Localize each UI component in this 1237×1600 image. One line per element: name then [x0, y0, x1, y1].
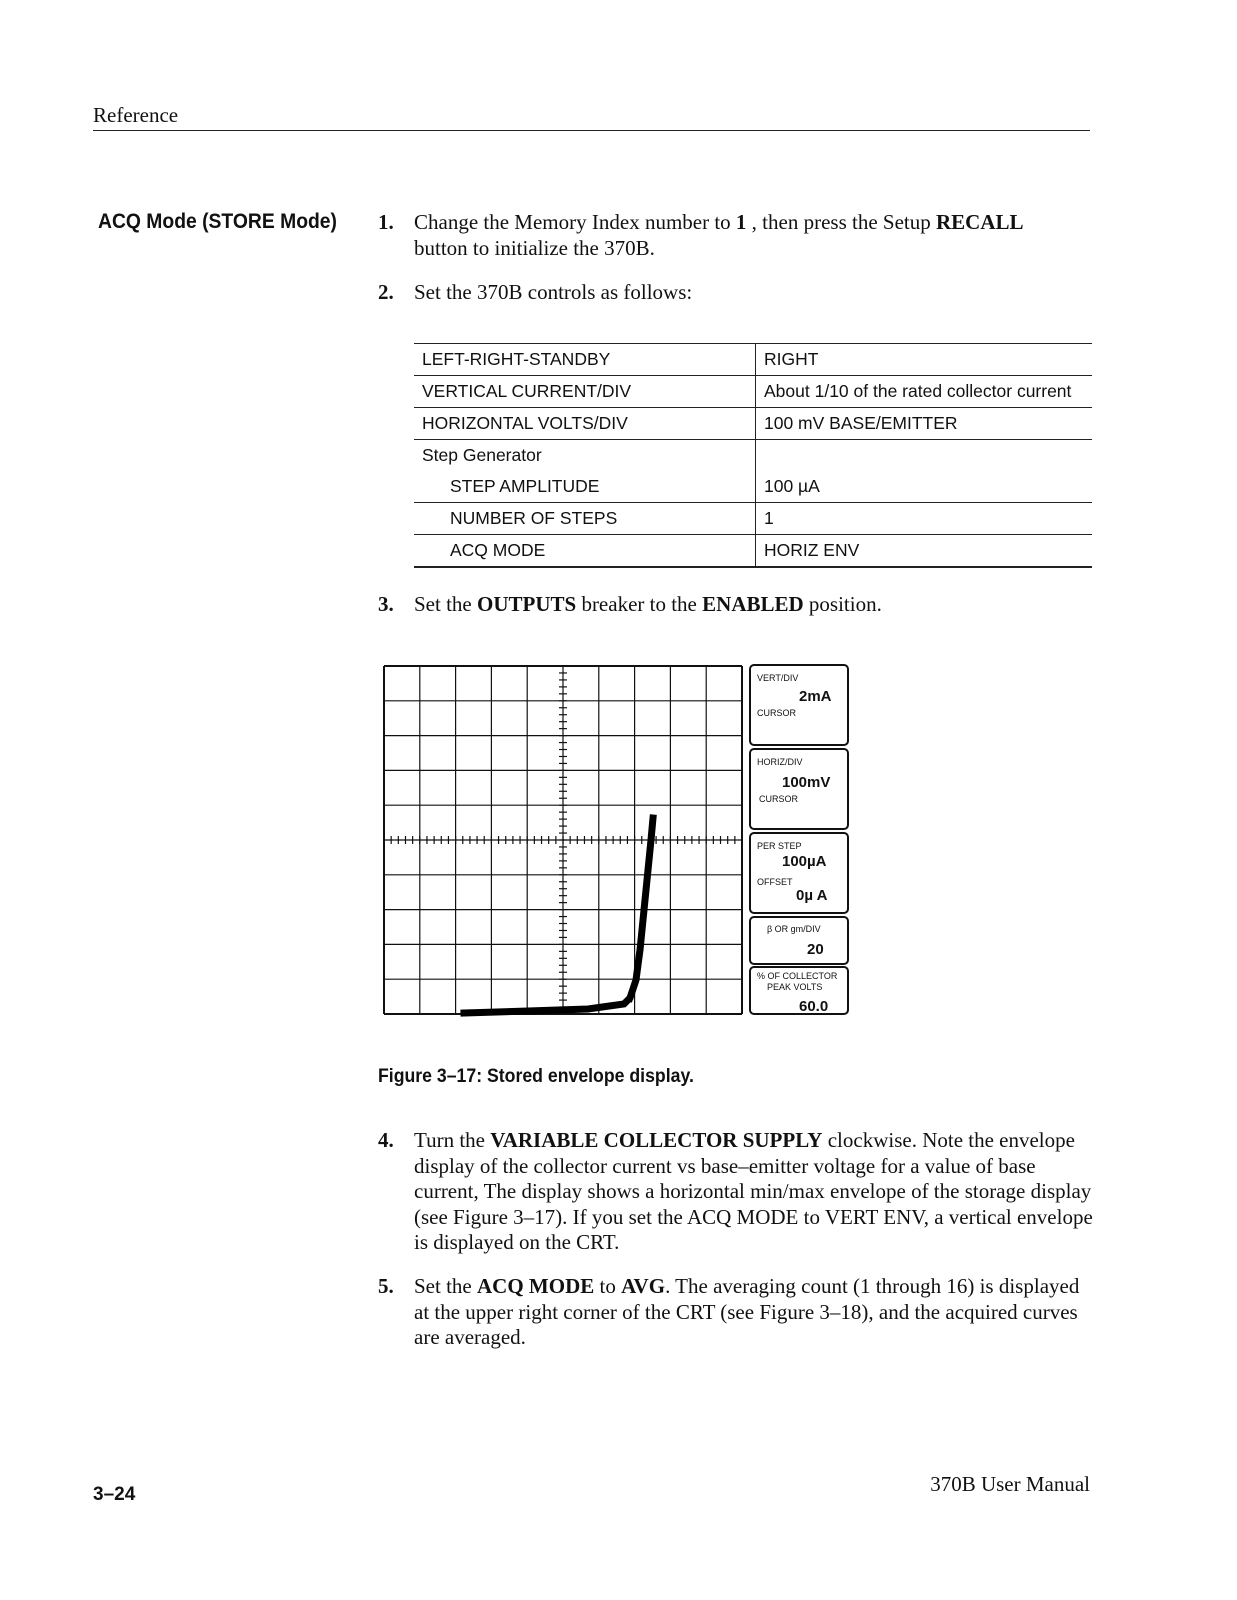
- control-cell: STEP AMPLITUDE: [414, 471, 756, 503]
- step-text: Change the Memory Index number to 1 , then press the Setup RECALL button to initialize the 370B.: [414, 210, 1024, 260]
- step-text: Turn the VARIABLE COLLECTOR SUPPLY clockwise. Note the envelope display of the collector current vs base–emitter voltage for a value of base current, The display shows a horizontal min/max envelope of the storage display (see Figure 3–17). If you set the ACQ MODE to VERT ENV, a vertical envelope is displayed on the CRT.: [414, 1128, 1093, 1255]
- figure-caption: Figure 3–17: Stored envelope display.: [378, 1066, 694, 1087]
- setting-cell: HORIZ ENV: [756, 535, 1093, 568]
- setting-cell: [756, 440, 1093, 472]
- setting-cell: 100 mV BASE/EMITTER: [756, 408, 1093, 440]
- vert-div-value: 2mA: [799, 688, 832, 705]
- horiz-div-value: 100mV: [782, 774, 831, 791]
- control-cell: Step Generator: [414, 440, 756, 472]
- setting-cell: 100 µA: [764, 476, 820, 496]
- step-3: [378, 592, 1093, 622]
- step-number: 4.: [378, 1128, 394, 1152]
- horiz-div-label: HORIZ/DIV: [757, 757, 803, 767]
- collector-label: % OF COLLECTOR: [757, 971, 838, 981]
- page-number: 3–24: [93, 1484, 136, 1505]
- step-number: 2.: [378, 280, 394, 304]
- running-header: Reference: [93, 103, 179, 127]
- setting-cell: 1: [756, 503, 1093, 535]
- control-cell: NUMBER OF STEPS: [414, 503, 756, 535]
- settings-table: [414, 343, 1092, 568]
- crt-figure: [378, 660, 854, 1022]
- step-text: Set the ACQ MODE to AVG. The averaging count (1 through 16) is displayed at the upper right corner of the CRT (see Figure 3–18), and the acquired curves are averaged.: [414, 1274, 1080, 1350]
- crt-graticule: [384, 666, 742, 1014]
- vert-div-label: VERT/DIV: [757, 673, 799, 683]
- step-5: [378, 1274, 1093, 1354]
- cursor-label: CURSOR: [759, 794, 799, 804]
- offset-value: 0µ A: [796, 887, 828, 904]
- step-number: 1.: [378, 210, 394, 234]
- setting-cell: About 1/10 of the rated collector current: [756, 376, 1093, 408]
- collector-label: PEAK VOLTS: [767, 982, 823, 992]
- readout-panel: [750, 665, 848, 1015]
- control-cell: HORIZONTAL VOLTS/DIV: [414, 408, 756, 440]
- step-number: 5.: [378, 1274, 394, 1298]
- cursor-label: CURSOR: [757, 708, 797, 718]
- manual-title: 370B User Manual: [930, 1472, 1090, 1496]
- step-number: 3.: [378, 592, 394, 616]
- step-text: Set the OUTPUTS breaker to the ENABLED position.: [414, 592, 882, 616]
- envelope-trace: [464, 818, 653, 1013]
- per-step-label: PER STEP: [757, 841, 802, 851]
- step-2: [378, 280, 1093, 310]
- step-1: [378, 210, 1093, 270]
- per-step-value: 100µA: [782, 853, 827, 870]
- control-cell: LEFT-RIGHT-STANDBY: [414, 344, 756, 376]
- offset-label: OFFSET: [757, 877, 793, 887]
- step-text: Set the 370B controls as follows:: [414, 280, 693, 304]
- beta-label: β OR gm/DIV: [767, 924, 821, 934]
- control-cell: ACQ MODE: [414, 535, 756, 568]
- collector-value: 60.0: [799, 998, 829, 1015]
- control-cell: VERTICAL CURRENT/DIV: [414, 376, 756, 408]
- section-heading: ACQ Mode (STORE Mode): [98, 210, 337, 233]
- header-rule: [93, 130, 1090, 131]
- setting-cell: RIGHT: [756, 344, 1093, 376]
- beta-value: 20: [807, 941, 824, 958]
- step-4: [378, 1128, 1093, 1268]
